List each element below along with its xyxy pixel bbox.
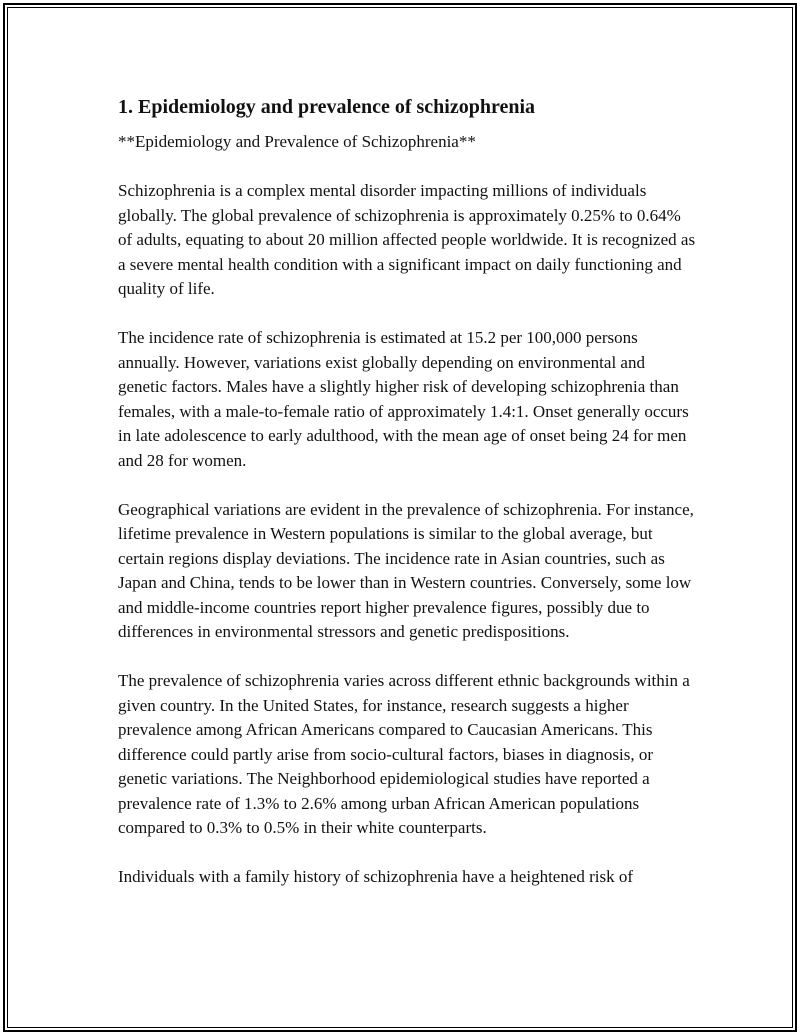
paragraph-geography: Geographical variations are evident in the prevalence of schizophrenia. For instance, lifetime prevalence in Western populations is similar to the global average, but certain regions display deviations. The incidence rate in Asian countries, such as Japan and China, tends to be lower than in Western countries. Conversely, some low and middle-income countries report higher prevalence figures, possibly due to differences in environmental stressors and genetic predispositions. [118, 499, 694, 641]
paragraph-incidence: The incidence rate of schizophrenia is estimated at 15.2 per 100,000 persons annually. However, variations exist globally depending on environmental and genetic factors. Males have a slightly higher risk of developing schizophrenia than females, with a male-to-female ratio of approximately 1.4:1. Onset generally occurs in late adolescence to early adulthood, with the mean age of onset being 24 for men and 28 for women. [118, 328, 689, 470]
section-title: 1. Epidemiology and prevalence of schizophrenia [118, 96, 536, 118]
paragraph-family-history: Individuals with a family history of schizophrenia have a heightened risk of [118, 867, 634, 886]
paragraph-ethnicity: The prevalence of schizophrenia varies across different ethnic backgrounds within a given country. In the United States, for instance, research suggests a higher prevalence among African Americans compared to Caucasian Americans. This difference could partly arise from socio-cultural factors, biases in diagnosis, or genetic variations. The Neighborhood epidemiological studies have reported a prevalence rate of 1.3% to 2.6% among urban African American populations compared to 0.3% to 0.5% in their white counterparts. [118, 671, 690, 837]
subheading: **Epidemiology and Prevalence of Schizophrenia** [118, 132, 476, 151]
document-body [118, 93, 698, 914]
paragraph-overview: Schizophrenia is a complex mental disorder impacting millions of individuals globally. The global prevalence of schizophrenia is approximately 0.25% to 0.64% of adults, equating to about 20 million affected people worldwide. It is recognized as a severe mental health condition with a significant impact on daily functioning and quality of life. [118, 181, 696, 298]
